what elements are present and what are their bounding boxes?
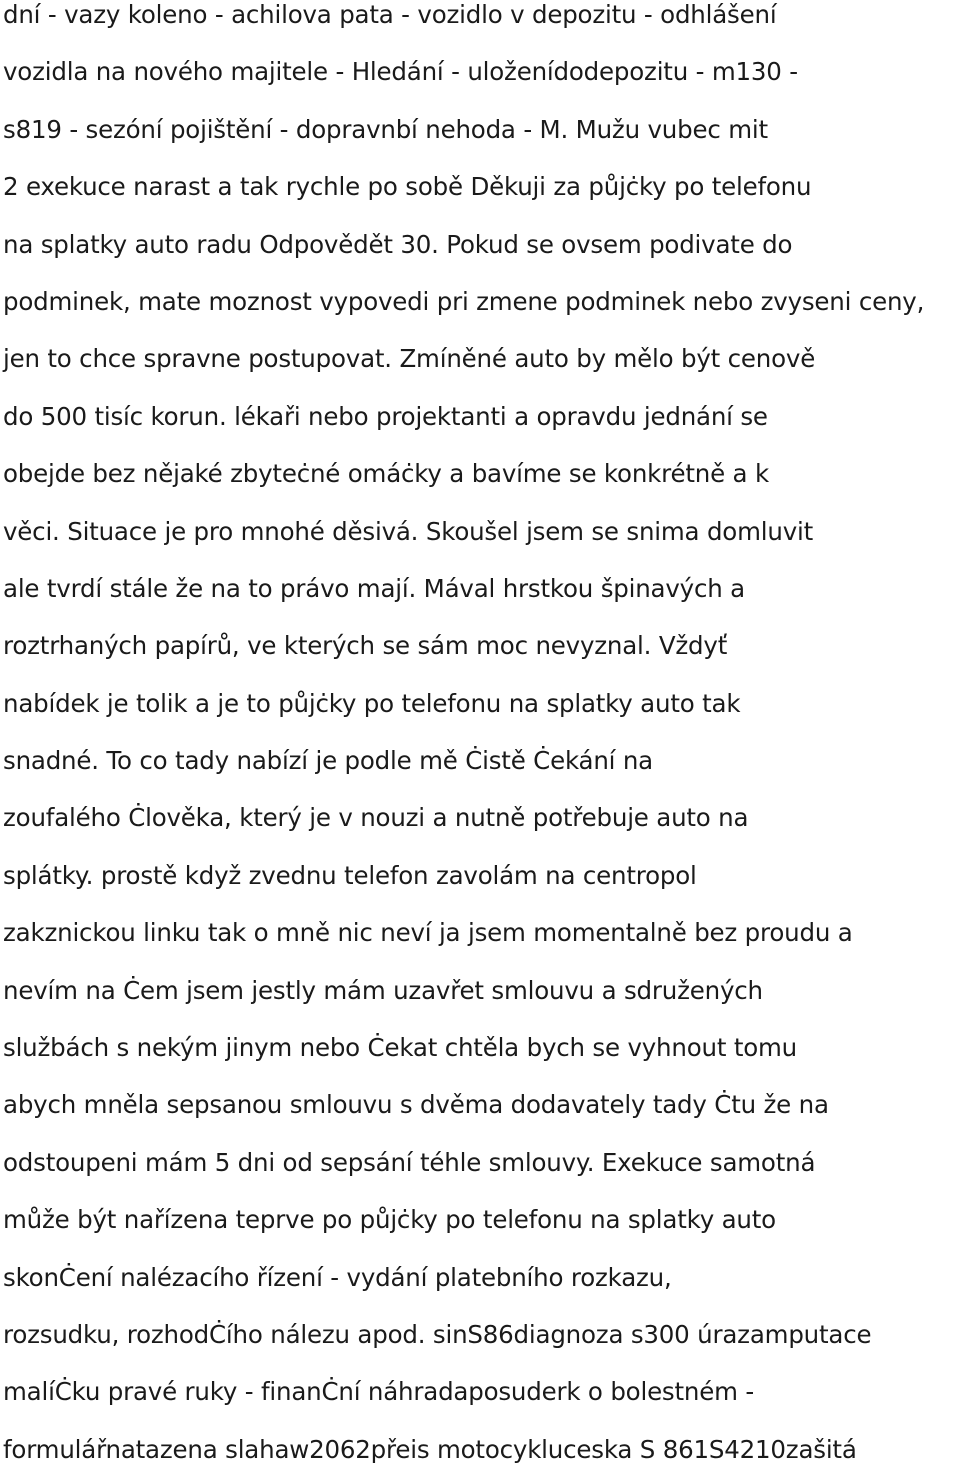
text-line: jen to chce spravne postupovat. Zmíněné auto by mělo být cenově xyxy=(3,344,816,374)
text-line: rozsudku, rozhodĊího nálezu apod. sinS86diagnoza s300 úrazamputace xyxy=(3,1319,872,1349)
text-line: splátky. prostě když zvednu telefon zavolám na centropol xyxy=(3,860,697,890)
text-line: roztrhaných papírů, ve kterých se sám moc nevyznal. Vždyť xyxy=(3,631,728,661)
text-line: vozidla na nového majitele - Hledání - uloženídodepozitu - m130 - xyxy=(3,57,798,87)
document-body xyxy=(3,0,959,1478)
text-line: ale tvrdí stále že na to právo mají. Mával hrstkou špinavých a xyxy=(3,573,745,603)
text-line: zakznickou linku tak o mně nic neví ja jsem momentalně bez proudu a xyxy=(3,918,853,948)
text-line: odstoupeni mám 5 dni od sepsání téhle smlouvy. Exekuce samotná xyxy=(3,1147,816,1177)
text-line: malíĊku pravé ruky - finanĊní náhradaposuderk o bolestném - xyxy=(3,1377,755,1407)
text-line: nabídek je tolik a je to půjċky po telefonu na splatky auto tak xyxy=(3,688,741,718)
text-line: podminek, mate moznost vypovedi pri zmene podminek nebo zvyseni ceny, xyxy=(3,286,925,316)
text-line: na splatky auto radu Odpovědět 30. Pokud se ovsem podivate do xyxy=(3,229,793,259)
text-line: s819 - sezóní pojištění - dopravnbí nehoda - M. Mužu vubec mit xyxy=(3,114,768,144)
text-line: dní - vazy koleno - achilova pata - vozidlo v depozitu - odhlášení xyxy=(3,0,777,29)
text-line: službách s nekým jinym nebo Ċekat chtěla bych se vyhnout tomu xyxy=(3,1033,798,1063)
text-line: do 500 tisíc korun. lékaři nebo projektanti a opravdu jednání se xyxy=(3,401,768,431)
text-line: nevím na Ċem jsem jestly mám uzavřet smlouvu a sdružených xyxy=(3,975,763,1005)
text-line: snadné. To co tady nabízí je podle mě Ċistě Ċekání na xyxy=(3,746,653,776)
text-line: obejde bez nějaké zbyteċné omáċky a bavíme se konkrétně a k xyxy=(3,459,769,489)
text-line: věci. Situace je pro mnohé děsivá. Skoušel jsem se snima domluvit xyxy=(3,516,814,546)
text-line: 2 exekuce narast a tak rychle po sobě Děkuji za půjċky po telefonu xyxy=(3,172,812,202)
text-line: zoufalého Ċlověka, který je v nouzi a nutně potřebuje auto na xyxy=(3,803,749,833)
text-line: formulářnatazena slahaw2062přeis motocykluceska S 861S4210zašitá xyxy=(3,1434,857,1464)
text-line: může být nařízena teprve po půjċky po telefonu na splatky auto xyxy=(3,1205,776,1235)
text-line: abych mněla sepsanou smlouvu s dvěma dodavately tady Ċtu že na xyxy=(3,1090,829,1120)
text-line: skonĊení nalézacího řízení - vydání platebního rozkazu, xyxy=(3,1262,672,1292)
